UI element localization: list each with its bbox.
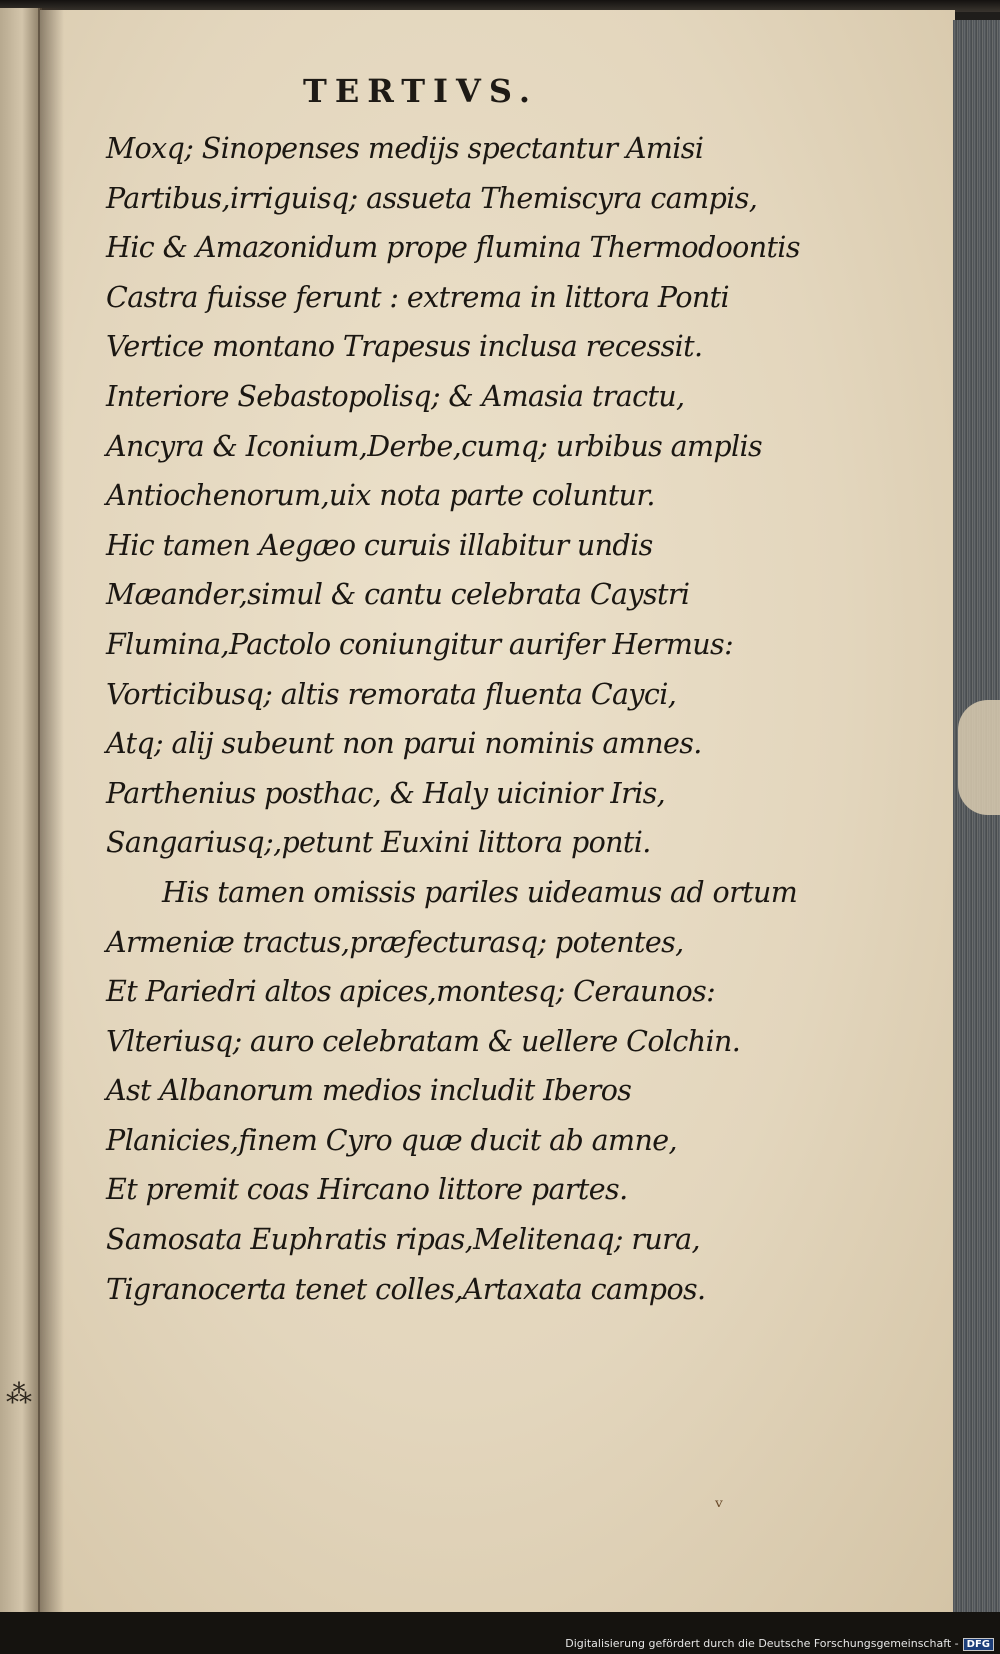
verse-line: Partibus,irriguisq; assueta Themiscyra campis, xyxy=(106,181,758,215)
margin-mark-icon: ⁂ xyxy=(6,1380,32,1410)
verse-line: Ancyra & Iconium,Derbe,cumq; urbibus amplis xyxy=(106,429,763,463)
fore-edge xyxy=(953,20,1000,1620)
verse-line: Sangariusq;,petunt Euxini littora ponti. xyxy=(106,826,651,860)
verse-line: Castra fuisse ferunt : extrema in littora Ponti xyxy=(106,280,730,314)
verse-line: Atq; alij subeunt non parui nominis amnes. xyxy=(106,727,702,761)
verse-line: Interiore Sebastopolisq; & Amasia tractu, xyxy=(106,379,685,413)
verse-line: Armeniæ tractus,præfecturasq; potentes, xyxy=(106,925,684,959)
verse-line: Antiochenorum,uix nota parte coluntur. xyxy=(106,479,655,513)
facing-page-edge xyxy=(0,8,42,1618)
verse-line: Ast Albanorum medios includit Iberos xyxy=(106,1074,632,1108)
verse-line: Moxq; Sinopenses medijs spectantur Amisi xyxy=(106,132,704,165)
verse-line: Hic tamen Aegæo curuis illabitur undis xyxy=(106,528,653,562)
verse-line: Vlteriusq; auro celebratam & uellere Colchin. xyxy=(106,1024,741,1058)
credit-text: Digitalisierung gefördert durch die Deutsche Forschungsgemeinschaft - xyxy=(565,1637,959,1650)
bottom-band xyxy=(0,1612,1000,1654)
verse-line: Vorticibusq; altis remorata fluenta Cayci, xyxy=(106,677,677,711)
verse-line: Samosata Euphratis ripas,Melitenaq; rura, xyxy=(106,1223,701,1257)
digitization-credit xyxy=(565,1637,994,1651)
running-head: TERTIVS. xyxy=(303,72,538,110)
gutter-shadow xyxy=(38,8,64,1618)
verse-block xyxy=(106,124,836,1314)
verse-line: Et premit coas Hircano littore partes. xyxy=(106,1173,628,1207)
fore-edge-tab xyxy=(958,700,1000,815)
verse-line: Vertice montano Trapesus inclusa recessit. xyxy=(106,330,703,364)
verse-line: Hic & Amazonidum prope flumina Thermodoontis xyxy=(106,231,800,265)
verse-line-indented: His tamen omissis pariles uideamus ad ortum xyxy=(162,875,798,909)
verse-line: Tigranocerta tenet colles,Artaxata campos. xyxy=(106,1272,706,1306)
verse-line: Planicies,finem Cyro quæ ducit ab amne, xyxy=(106,1123,677,1157)
verse-line: Mæander,simul & cantu celebrata Caystri xyxy=(106,578,690,612)
dfg-logo[interactable]: DFG xyxy=(963,1638,994,1651)
verse-line: Parthenius posthac, & Haly uicinior Iris, xyxy=(106,776,666,810)
verse-line: Et Pariedri altos apices,montesq; Ceraunos: xyxy=(106,975,716,1009)
page-stain-icon: ᵥ xyxy=(715,1488,724,1513)
verse-line: Flumina,Pactolo coniungitur aurifer Hermus: xyxy=(106,627,734,661)
